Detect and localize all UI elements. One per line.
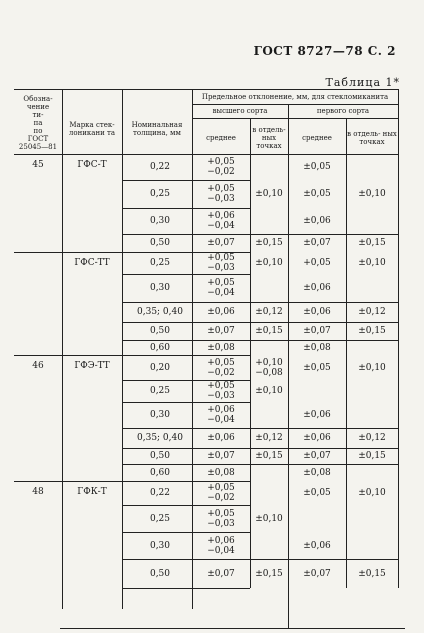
first-points-value bbox=[346, 234, 398, 252]
brand-name-text: ГФС-Т bbox=[77, 160, 107, 170]
thickness-value-text: 0,50 bbox=[149, 326, 171, 336]
first-points-value-text: ±0,10 bbox=[358, 362, 386, 373]
high-points-value-text: ±0,10 bbox=[255, 386, 283, 396]
high-avg-value bbox=[192, 274, 250, 302]
high-avg-value bbox=[192, 402, 250, 428]
high-avg-value bbox=[192, 208, 250, 234]
first-avg-value-text: +0,05 bbox=[303, 258, 331, 268]
high-avg-value-text: ±0,07 bbox=[207, 451, 235, 461]
high-avg-value-text: −0,03 bbox=[207, 391, 235, 401]
first-avg-value bbox=[288, 274, 346, 302]
thickness-value bbox=[128, 355, 192, 380]
first-avg-value bbox=[288, 302, 346, 322]
thickness-value bbox=[128, 481, 192, 505]
high-points-value-text: ±0,10 bbox=[255, 189, 283, 199]
high-points-value-text: ±0,10 bbox=[255, 513, 283, 524]
col-header-designation bbox=[14, 96, 62, 150]
high-avg-value-text: ±0,08 bbox=[207, 342, 235, 353]
col-header-designation-text: чение bbox=[26, 103, 50, 111]
type-code-text: 45 bbox=[32, 160, 44, 170]
first-points-value-text: ±0,10 bbox=[358, 258, 386, 268]
col-header-thickness-text: Номинальная толщина, мм bbox=[131, 121, 183, 137]
thickness-value-text: 0,60 bbox=[149, 467, 171, 478]
first-avg-value-text: ±0,07 bbox=[303, 238, 331, 248]
high-points-value bbox=[250, 302, 288, 322]
first-avg-value bbox=[288, 252, 346, 274]
high-points-value bbox=[250, 380, 288, 402]
type-code bbox=[14, 355, 62, 377]
thickness-value-text: 0,35; 0,40 bbox=[137, 433, 183, 443]
first-points-value bbox=[346, 252, 398, 274]
thickness-value bbox=[128, 274, 192, 302]
high-points-value bbox=[250, 559, 288, 588]
high-points-value-text: ±0,15 bbox=[255, 238, 283, 248]
table-right-border bbox=[398, 89, 399, 588]
col-header-brand bbox=[62, 118, 122, 140]
high-points-value bbox=[250, 322, 288, 340]
first-points-value bbox=[346, 428, 398, 448]
page-bottom-rule bbox=[60, 628, 405, 629]
col-header-first-avg-text: среднее bbox=[302, 133, 332, 142]
first-avg-value-text: ±0,06 bbox=[303, 283, 331, 293]
high-avg-value-text: −0,03 bbox=[207, 518, 235, 529]
type-code bbox=[14, 154, 62, 176]
col-header-first-avg bbox=[288, 125, 346, 150]
brand-name-text: ГФЭ-ТТ bbox=[74, 361, 110, 371]
high-avg-value-text: +0,05 bbox=[207, 483, 235, 493]
col-header-designation-text: ГОСТ bbox=[27, 135, 49, 143]
thickness-value bbox=[128, 505, 192, 532]
thickness-value bbox=[128, 154, 192, 180]
header-subdivider bbox=[192, 118, 398, 119]
first-points-value bbox=[346, 448, 398, 464]
col-header-high-grade-text: высшего сорта bbox=[212, 107, 268, 115]
first-points-value-text: ±0,15 bbox=[358, 326, 386, 336]
high-points-value bbox=[250, 448, 288, 464]
type-code-text: 48 bbox=[32, 487, 44, 497]
high-points-value bbox=[250, 355, 288, 380]
type-code-text: 46 bbox=[32, 361, 44, 371]
col-header-deviation-text: Предельное отклонение, мм, для стекломиканита bbox=[201, 92, 389, 101]
first-points-value bbox=[346, 481, 398, 505]
first-avg-value-text: ±0,06 bbox=[303, 216, 331, 226]
col-header-designation-text: по bbox=[33, 127, 43, 135]
col-header-first-points bbox=[346, 125, 398, 150]
high-avg-value-text: ±0,07 bbox=[207, 326, 235, 336]
high-points-value-text: ±0,15 bbox=[255, 568, 283, 579]
high-points-value bbox=[250, 180, 288, 208]
brand-name bbox=[62, 154, 122, 176]
first-avg-value-text: ±0,06 bbox=[303, 540, 331, 551]
high-avg-value bbox=[192, 302, 250, 322]
first-avg-value bbox=[288, 559, 346, 588]
brand-name bbox=[62, 481, 122, 503]
high-avg-value bbox=[192, 154, 250, 180]
first-points-value bbox=[346, 355, 398, 380]
high-avg-value-text: +0,05 bbox=[207, 253, 235, 263]
high-points-value-text: −0,08 bbox=[255, 367, 283, 378]
first-avg-value-text: ±0,08 bbox=[303, 467, 331, 478]
first-avg-value bbox=[288, 180, 346, 208]
high-avg-value bbox=[192, 180, 250, 208]
high-points-value-text: ±0,12 bbox=[255, 307, 283, 317]
thickness-value-text: 0,35; 0,40 bbox=[137, 307, 183, 317]
first-avg-value-text: ±0,05 bbox=[303, 488, 331, 498]
high-avg-value-text: −0,04 bbox=[207, 288, 235, 298]
first-avg-value bbox=[288, 448, 346, 464]
first-points-value bbox=[346, 180, 398, 208]
high-avg-value bbox=[192, 322, 250, 340]
thickness-value bbox=[128, 208, 192, 234]
high-avg-value-text: −0,04 bbox=[207, 221, 235, 231]
document-reference: ГОСТ 8727—78 С. 2 bbox=[253, 44, 396, 58]
high-avg-value-text: +0,05 bbox=[207, 508, 235, 519]
first-avg-value-text: ±0,07 bbox=[303, 568, 331, 579]
thickness-value-text: 0,30 bbox=[149, 410, 171, 420]
high-points-value-text: +0,10 bbox=[255, 357, 283, 368]
thickness-value bbox=[128, 380, 192, 402]
first-avg-value-text: ±0,05 bbox=[303, 162, 331, 172]
row-divider bbox=[122, 588, 250, 589]
high-avg-value-text: +0,05 bbox=[207, 157, 235, 167]
thickness-value bbox=[128, 464, 192, 481]
high-avg-value bbox=[192, 428, 250, 448]
thickness-value-text: 0,50 bbox=[149, 568, 171, 579]
brand-name-text: ГФС-ТТ bbox=[74, 258, 110, 268]
first-points-value-text: ±0,15 bbox=[358, 568, 386, 579]
thickness-value-text: 0,30 bbox=[149, 283, 171, 293]
table-caption: Таблица 1* bbox=[325, 76, 400, 89]
first-avg-value bbox=[288, 532, 346, 559]
type-code bbox=[14, 481, 62, 503]
thickness-value bbox=[128, 322, 192, 340]
high-avg-value-text: ±0,06 bbox=[207, 433, 235, 443]
thickness-value-text: 0,25 bbox=[149, 386, 171, 396]
high-points-value-text: ±0,12 bbox=[255, 433, 283, 443]
first-avg-value bbox=[288, 208, 346, 234]
high-avg-value bbox=[192, 355, 250, 380]
thickness-value bbox=[128, 428, 192, 448]
high-avg-value-text: ±0,07 bbox=[207, 568, 235, 579]
thickness-value-text: 0,22 bbox=[149, 162, 171, 172]
col-header-first-grade-text: первого сорта bbox=[316, 107, 370, 115]
thickness-value-text: 0,25 bbox=[149, 513, 171, 524]
first-avg-value-text: ±0,05 bbox=[303, 362, 331, 373]
col-header-high-points bbox=[250, 125, 288, 150]
col-header-designation-text: па bbox=[33, 119, 43, 127]
thickness-value bbox=[128, 532, 192, 559]
high-points-value bbox=[250, 252, 288, 274]
thickness-value bbox=[128, 559, 192, 588]
high-points-value-text: ±0,10 bbox=[255, 258, 283, 268]
high-avg-value-text: −0,02 bbox=[207, 167, 235, 177]
brand-name bbox=[62, 252, 122, 274]
high-avg-value-text: −0,02 bbox=[207, 493, 235, 503]
first-avg-value bbox=[288, 402, 346, 428]
first-points-value-text: ±0,15 bbox=[358, 238, 386, 248]
thickness-value bbox=[128, 302, 192, 322]
high-avg-value bbox=[192, 481, 250, 505]
thickness-value-text: 0,25 bbox=[149, 189, 171, 199]
first-points-value-text: ±0,10 bbox=[358, 488, 386, 498]
col-header-thickness bbox=[122, 118, 192, 140]
thickness-value bbox=[128, 180, 192, 208]
thickness-value bbox=[128, 340, 192, 355]
thickness-value-text: 0,22 bbox=[149, 488, 171, 498]
first-avg-value-text: ±0,07 bbox=[303, 451, 331, 461]
col-header-high-avg-text: среднее bbox=[206, 133, 236, 142]
col-header-designation-text: Обозна- bbox=[23, 95, 53, 103]
high-avg-value-text: ±0,08 bbox=[207, 467, 235, 478]
brand-name-text: ГФК-Т bbox=[77, 487, 107, 497]
high-avg-value-text: −0,04 bbox=[207, 545, 235, 556]
high-points-value bbox=[250, 428, 288, 448]
high-avg-value bbox=[192, 532, 250, 559]
thickness-value-text: 0,20 bbox=[149, 362, 171, 373]
thickness-value-text: 0,25 bbox=[149, 258, 171, 268]
high-avg-value-text: −0,02 bbox=[207, 367, 235, 378]
col-header-high-points-text: в отдель- ных точках bbox=[252, 125, 286, 150]
first-points-value bbox=[346, 302, 398, 322]
high-avg-value-text: +0,05 bbox=[207, 278, 235, 288]
col-header-first-grade bbox=[288, 104, 398, 118]
first-avg-value-text: ±0,06 bbox=[303, 433, 331, 443]
first-avg-value-text: ±0,06 bbox=[303, 410, 331, 420]
col-header-high-grade bbox=[192, 104, 288, 118]
first-avg-value bbox=[288, 234, 346, 252]
first-avg-value bbox=[288, 464, 346, 481]
thickness-value bbox=[128, 402, 192, 428]
column-divider bbox=[122, 89, 123, 609]
high-avg-value-text: +0,05 bbox=[207, 357, 235, 368]
first-avg-value-text: ±0,08 bbox=[303, 342, 331, 353]
thickness-value bbox=[128, 448, 192, 464]
high-avg-value bbox=[192, 340, 250, 355]
high-avg-value bbox=[192, 448, 250, 464]
high-points-value-text: ±0,15 bbox=[255, 451, 283, 461]
first-points-value-text: ±0,15 bbox=[358, 451, 386, 461]
high-points-value bbox=[250, 505, 288, 532]
first-avg-value bbox=[288, 428, 346, 448]
high-points-value bbox=[250, 234, 288, 252]
high-avg-value-text: −0,04 bbox=[207, 415, 235, 425]
high-avg-value-text: +0,06 bbox=[207, 211, 235, 221]
thickness-value-text: 0,30 bbox=[149, 540, 171, 551]
first-avg-value bbox=[288, 355, 346, 380]
high-points-value-text: ±0,15 bbox=[255, 326, 283, 336]
high-avg-value bbox=[192, 380, 250, 402]
first-avg-value-text: ±0,07 bbox=[303, 326, 331, 336]
col-header-deviation bbox=[192, 89, 398, 104]
first-points-value bbox=[346, 559, 398, 588]
first-points-value-text: ±0,10 bbox=[358, 189, 386, 199]
high-avg-value-text: −0,03 bbox=[207, 194, 235, 204]
high-avg-value-text: ±0,07 bbox=[207, 238, 235, 248]
high-avg-value bbox=[192, 505, 250, 532]
high-avg-value bbox=[192, 252, 250, 274]
first-avg-value bbox=[288, 340, 346, 355]
col-header-designation-text: 25045—81 bbox=[18, 143, 58, 151]
thickness-value-text: 0,30 bbox=[149, 216, 171, 226]
high-avg-value-text: +0,06 bbox=[207, 405, 235, 415]
high-avg-value bbox=[192, 559, 250, 588]
high-avg-value bbox=[192, 464, 250, 481]
thickness-value-text: 0,50 bbox=[149, 238, 171, 248]
first-avg-value-text: ±0,05 bbox=[303, 189, 331, 199]
first-points-value bbox=[346, 322, 398, 340]
col-header-first-points-text: в отдель- ных точках bbox=[347, 129, 397, 146]
thickness-value-text: 0,50 bbox=[149, 451, 171, 461]
col-header-designation-text: ти- bbox=[32, 111, 44, 119]
high-avg-value-text: −0,03 bbox=[207, 263, 235, 273]
thickness-value bbox=[128, 234, 192, 252]
high-avg-value-text: ±0,06 bbox=[207, 307, 235, 317]
high-avg-value-text: +0,06 bbox=[207, 535, 235, 546]
thickness-value-text: 0,60 bbox=[149, 342, 171, 353]
high-avg-value-text: +0,05 bbox=[207, 381, 235, 391]
col-header-high-avg bbox=[192, 125, 250, 150]
brand-name bbox=[62, 355, 122, 377]
first-avg-value bbox=[288, 322, 346, 340]
first-points-value-text: ±0,12 bbox=[358, 307, 386, 317]
high-avg-value-text: +0,05 bbox=[207, 184, 235, 194]
first-points-value-text: ±0,12 bbox=[358, 433, 386, 443]
thickness-value bbox=[128, 252, 192, 274]
first-avg-value bbox=[288, 154, 346, 180]
first-avg-value-text: ±0,06 bbox=[303, 307, 331, 317]
high-avg-value bbox=[192, 234, 250, 252]
col-header-brand-text: Марка стек- лоникани та bbox=[68, 121, 116, 137]
first-avg-value bbox=[288, 481, 346, 505]
